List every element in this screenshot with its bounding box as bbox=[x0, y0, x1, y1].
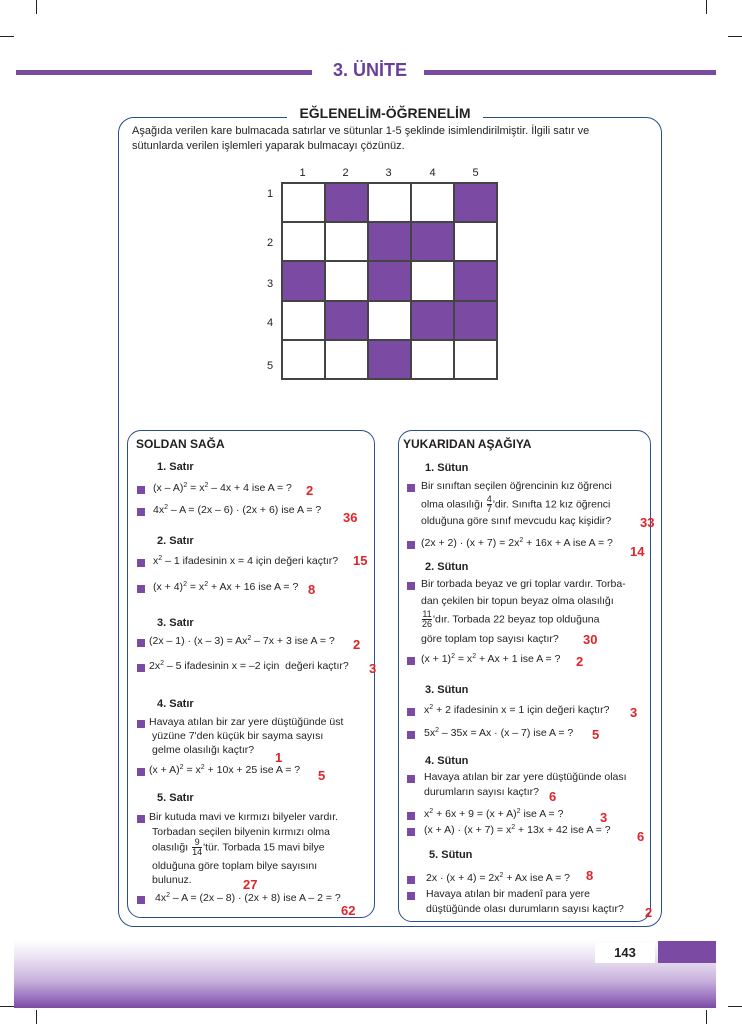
question-line: Havaya atılan bir zar yere düştüğünde olası bbox=[424, 771, 627, 783]
header-bar-left bbox=[16, 70, 312, 75]
row-heading: 1. Satır bbox=[157, 461, 194, 473]
question-line: yüzüne 7'den küçük bir sayma sayısı bbox=[152, 730, 324, 742]
answer: 2 bbox=[306, 483, 314, 498]
question-line: göre toplam top sayısı kaçtır? bbox=[421, 633, 559, 645]
puzzle-grid bbox=[281, 182, 498, 380]
answer: 2 bbox=[645, 905, 653, 920]
question-line: gelme olasılığı kaçtır? bbox=[152, 744, 255, 756]
answer: 27 bbox=[243, 877, 258, 892]
column-heading: 3. Sütun bbox=[425, 684, 469, 696]
question-line: bulunuz. bbox=[152, 874, 192, 886]
bullet-square bbox=[407, 828, 415, 836]
bullet-square bbox=[407, 657, 415, 665]
page-number: 143 bbox=[595, 943, 655, 963]
col-number: 2 bbox=[342, 167, 349, 179]
answer: 6 bbox=[549, 789, 557, 804]
row-number: 1 bbox=[266, 188, 274, 200]
grid-cell bbox=[454, 261, 497, 300]
answer: 14 bbox=[630, 544, 645, 559]
row-number: 3 bbox=[266, 278, 274, 290]
question-line: Bir kutuda mavi ve kırmızı bilyeler vardır. bbox=[149, 811, 339, 823]
activity-title: EĞLENELİM-ÖĞRENELİM bbox=[287, 105, 483, 121]
answer: 3 bbox=[630, 705, 638, 720]
grid-cell bbox=[368, 222, 411, 261]
answer: 33 bbox=[640, 515, 655, 530]
question-line: olduğuna göre sınıf mevcudu kaç kişidir? bbox=[421, 515, 612, 527]
bullet-square bbox=[137, 585, 145, 593]
grid-cell bbox=[325, 183, 368, 222]
fraction bbox=[422, 610, 432, 629]
column-heading: 4. Sütun bbox=[425, 755, 469, 767]
grid-cell bbox=[411, 340, 454, 379]
question: $2x \cdot (x + 4) = 2x^2 + Ax$ ise A = ? bbox=[426, 872, 570, 884]
question-text: 'dır. Torbada 22 beyaz top olduğuna bbox=[433, 613, 600, 626]
question-text: 'tür. Torbada 15 mavi bilye bbox=[203, 841, 325, 854]
crop-mark bbox=[36, 0, 37, 14]
grid-cell bbox=[282, 261, 325, 300]
crop-mark bbox=[0, 1006, 14, 1007]
bullet-square bbox=[137, 508, 145, 516]
question-line: Torbadan seçilen bilyenin kırmızı olma bbox=[152, 826, 330, 838]
row-number: 4 bbox=[266, 317, 274, 329]
grid-cell bbox=[325, 222, 368, 261]
crop-mark bbox=[36, 1010, 37, 1024]
question-line: olduğuna göre toplam bilye sayısını bbox=[152, 860, 318, 872]
bullet-square bbox=[407, 892, 415, 900]
bullet-square bbox=[407, 484, 415, 492]
question-line bbox=[152, 838, 325, 857]
grid-cell bbox=[454, 340, 497, 379]
answer: 8 bbox=[586, 868, 594, 883]
question-line: dan çekilen bir topun beyaz olma olasılığı bbox=[421, 595, 614, 607]
answer: 6 bbox=[637, 829, 645, 844]
answer: 2 bbox=[353, 637, 361, 652]
fraction-denominator: 7 bbox=[486, 504, 492, 514]
row-heading: 4. Satır bbox=[157, 698, 194, 710]
header-bar-right bbox=[424, 70, 716, 75]
bullet-square bbox=[137, 664, 145, 672]
answer: 2 bbox=[576, 654, 584, 669]
col-number: 3 bbox=[385, 167, 392, 179]
answer: 3 bbox=[369, 661, 377, 676]
question: $x^2 + 6x + 9 = (x + A)^2$ ise A = ? bbox=[424, 808, 564, 820]
fraction-denominator: 14 bbox=[192, 847, 203, 857]
crop-mark bbox=[706, 0, 707, 14]
grid-cell bbox=[368, 261, 411, 300]
activity-intro: Aşağıda verilen kare bulmacada satırlar ve sütunlar 1-5 şeklinde isimlendirilmiştir. İlgili satır ve sütunlarda verilen işlemleri yaparak bulmacayı çözünüz. bbox=[132, 125, 590, 152]
bullet-square bbox=[407, 876, 415, 884]
grid-cell bbox=[325, 301, 368, 340]
unit-title: 3. ÜNİTE bbox=[332, 60, 407, 80]
grid-cell bbox=[411, 183, 454, 222]
bullet-square bbox=[407, 708, 415, 716]
grid-cell bbox=[282, 301, 325, 340]
column-heading: 5. Sütun bbox=[429, 849, 473, 861]
question-line: düştüğünde olası durumların sayısı kaçtır? bbox=[426, 903, 624, 915]
bullet-square bbox=[137, 720, 145, 728]
question-line: Bir sınıftan seçilen öğrencinin kız öğrenci bbox=[421, 480, 612, 492]
grid-cell bbox=[454, 183, 497, 222]
answer: 1 bbox=[275, 750, 283, 765]
question-line: durumların sayısı kaçtır? bbox=[424, 786, 539, 798]
grid-cell bbox=[411, 301, 454, 340]
question: $x^2 + 2$ ifadesinin x = 1 için değeri kaçtır? bbox=[424, 704, 610, 716]
question: $4x^2 - A = (2x - 8) \cdot (2x + 8)$ ise A – 2 = ? bbox=[155, 892, 341, 904]
question: $(x + A)^2 = x^2 + 10x + 25$ ise A = ? bbox=[149, 764, 301, 776]
answer: 5 bbox=[592, 727, 600, 742]
grid-cell bbox=[325, 261, 368, 300]
bullet-square bbox=[137, 768, 145, 776]
bullet-square bbox=[137, 559, 145, 567]
right-panel-title: YUKARIDAN AŞAĞIYA bbox=[403, 437, 532, 451]
crop-mark bbox=[728, 1006, 742, 1007]
question-line: Havaya atılan bir madenî para yere bbox=[426, 888, 591, 900]
grid-cell bbox=[282, 183, 325, 222]
question-line bbox=[421, 495, 610, 514]
answer: 30 bbox=[583, 632, 598, 647]
row-heading: 2. Satır bbox=[157, 535, 194, 547]
bullet-square bbox=[137, 815, 145, 823]
fraction bbox=[192, 838, 202, 857]
bullet-square bbox=[137, 639, 145, 647]
answer: 15 bbox=[353, 553, 368, 568]
grid-cell bbox=[368, 340, 411, 379]
question: $(x - A)^2 = x^2 - 4x + 4$ ise A = ? bbox=[153, 482, 292, 494]
answer: 8 bbox=[308, 582, 316, 597]
page-tab bbox=[658, 941, 716, 963]
bullet-square bbox=[137, 486, 145, 494]
column-heading: 2. Sütun bbox=[425, 561, 469, 573]
question: $(2x + 2) \cdot (x + 7) = 2x^2 + 16x + A$ ise A = ? bbox=[421, 537, 613, 549]
row-number: 2 bbox=[266, 237, 274, 249]
question-line: Havaya atılan bir zar yere düştüğünde üst bbox=[149, 716, 344, 728]
question: $(2x - 1) \cdot (x - 3) = Ax^2 - 7x + 3$ ise A = ? bbox=[149, 635, 335, 647]
question-text: olma olasılığı bbox=[421, 498, 483, 511]
row-heading: 5. Satır bbox=[157, 792, 194, 804]
question-line bbox=[421, 610, 599, 629]
question-line: Bir torbada beyaz ve gri toplar vardır. Torba- bbox=[421, 578, 626, 590]
fraction-numerator: 11 bbox=[422, 609, 432, 619]
bullet-square bbox=[407, 541, 415, 549]
question-text: 'dir. Sınıfta 12 kız öğrenci bbox=[492, 498, 611, 511]
grid-cell bbox=[411, 261, 454, 300]
fraction-denominator: 26 bbox=[422, 619, 433, 629]
answer: 62 bbox=[341, 903, 356, 918]
fraction bbox=[487, 495, 492, 514]
col-number: 1 bbox=[299, 167, 306, 179]
question: $2x^2 - 5$ ifadesinin x = –2 için değeri kaçtır? bbox=[149, 660, 349, 672]
bullet-square bbox=[407, 812, 415, 820]
crop-mark bbox=[706, 1010, 707, 1024]
answer: 36 bbox=[343, 510, 358, 525]
question: $(x + 4)^2 = x^2 + Ax + 16$ ise A = ? bbox=[153, 581, 299, 593]
question: $5x^2 - 35x = Ax \cdot (x - 7)$ ise A = ? bbox=[424, 727, 574, 739]
grid-cell bbox=[411, 222, 454, 261]
column-heading: 1. Sütun bbox=[425, 462, 469, 474]
grid-cell bbox=[282, 340, 325, 379]
fraction-numerator: 9 bbox=[194, 837, 200, 847]
grid-cell bbox=[325, 340, 368, 379]
crop-mark bbox=[0, 36, 14, 37]
grid-cell bbox=[454, 301, 497, 340]
bullet-square bbox=[407, 775, 415, 783]
question: $(x + A) \cdot (x + 7) = x^2 + 13x + 42$ ise A = ? bbox=[424, 824, 611, 836]
row-heading: 3. Satır bbox=[157, 617, 194, 629]
col-number: 5 bbox=[472, 167, 479, 179]
answer: 3 bbox=[600, 810, 608, 825]
answer: 5 bbox=[318, 768, 326, 783]
col-number: 4 bbox=[429, 167, 436, 179]
crop-mark bbox=[728, 36, 742, 37]
row-number: 5 bbox=[266, 360, 274, 372]
bullet-square bbox=[407, 731, 415, 739]
grid-cell bbox=[368, 301, 411, 340]
bullet-square bbox=[407, 582, 415, 590]
grid-cell bbox=[454, 222, 497, 261]
left-panel-title: SOLDAN SAĞA bbox=[136, 437, 225, 451]
grid-cell bbox=[282, 222, 325, 261]
fraction-numerator: 4 bbox=[486, 494, 492, 504]
question-text: olasılığı bbox=[152, 841, 189, 854]
question: $x^2 - 1$ ifadesinin x = 4 için değeri kaçtır? bbox=[153, 555, 339, 567]
bullet-square bbox=[137, 896, 145, 904]
grid-cell bbox=[368, 183, 411, 222]
question: $4x^2 - A = (2x - 6) \cdot (2x + 6)$ ise A = ? bbox=[153, 504, 322, 516]
question: $(x + 1)^2 = x^2 + Ax + 1$ ise A = ? bbox=[421, 653, 561, 665]
